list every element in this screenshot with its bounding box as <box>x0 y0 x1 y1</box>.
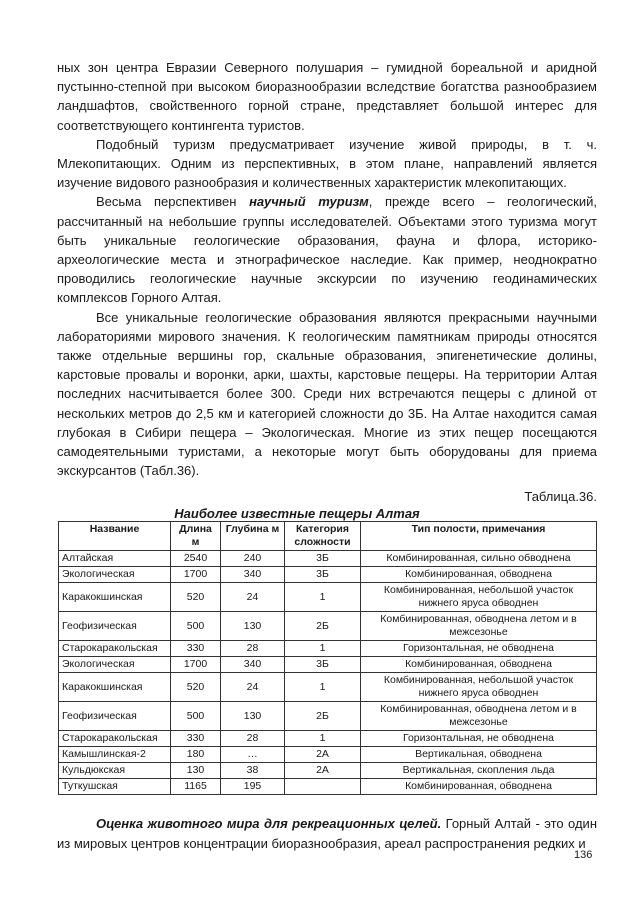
paragraph-4: Все уникальные геологические образования являются прекрасными научными лабораториями мирового значения. К геологическим памятникам природы относятся также отдельные вершины гор, скальные образования, эпигенетические долины, карстовые провалы и воронки, арки, шахты, карстовые пещеры. На территории Алтая последних насчитывается более 300. Среди них встречаются пещеры с длиной от нескольких метров до 2,5 км и категорией сложности до 3Б. На Алтае находится самая глубокая в Сибири пещера – Экологическая. Многие из этих пещер посещаются самодеятельными туристами, а некоторые могут быть оборудованы для приема экскурсантов (Табл.36). <box>57 309 597 479</box>
header-type: Тип полости, примечания <box>361 522 597 551</box>
table-row <box>59 641 597 657</box>
cell-type: Вертикальная, обводнена <box>361 747 597 763</box>
cell-name: Алтайская <box>59 551 171 567</box>
header-depth: Глубина м <box>221 522 285 551</box>
cell-length: 520 <box>171 673 221 702</box>
scientific-tourism-term: научный туризм <box>249 194 369 210</box>
cell-length: 500 <box>171 702 221 731</box>
cell-category: 2А <box>285 763 361 779</box>
cell-type: Комбинированная, небольшой участок нижнего яруса обводнен <box>361 583 597 612</box>
table-row <box>59 779 597 795</box>
cell-type: Горизонтальная, не обводнена <box>361 731 597 747</box>
cell-depth: 24 <box>221 673 285 702</box>
cell-name: Экологическая <box>59 657 171 673</box>
cell-type: Комбинированная, обводнена <box>361 779 597 795</box>
cell-type: Комбинированная, обводнена <box>361 657 597 673</box>
header-length: Длина м <box>171 522 221 551</box>
cell-depth: 240 <box>221 551 285 567</box>
table-row <box>59 612 597 641</box>
table-row <box>59 551 597 567</box>
cell-depth: 38 <box>221 763 285 779</box>
cell-depth: 28 <box>221 731 285 747</box>
cell-depth: 28 <box>221 641 285 657</box>
cell-category: 1 <box>285 673 361 702</box>
header-category: Категория сложности <box>285 522 361 551</box>
cell-category: 1 <box>285 641 361 657</box>
table-body <box>59 551 597 795</box>
table-header-row <box>59 522 597 551</box>
paragraph-1: ных зон центра Евразии Северного полушария – гумидной бореальной и аридной пустынно-степной при высоком биоразнообразии вследствие богатства разнообразием ландшафтов, свойственного горной стране, представляет большой интерес для соответствующего контингента туристов. <box>57 60 597 133</box>
cell-length: 520 <box>171 583 221 612</box>
cell-name: Туткушская <box>59 779 171 795</box>
cell-type: Горизонтальная, не обводнена <box>361 641 597 657</box>
cell-length: 180 <box>171 747 221 763</box>
cell-name: Каракокшинская <box>59 583 171 612</box>
section-paragraph <box>57 814 597 852</box>
cell-name: Геофизическая <box>59 612 171 641</box>
table-row <box>59 702 597 731</box>
cell-depth: 130 <box>221 702 285 731</box>
section-text: Горный Алтай - это один из мировых центров концентрации биоразнообразия, ареал распространения редких и <box>57 816 597 851</box>
paragraph-2: Подобный туризм предусматривает изучение живой природы, в т. ч. Млекопитающих. Одним из перспективных, в этом плане, направлений является изучение видового разнообразия и количественных характеристик млекопитающих. <box>57 136 597 191</box>
cell-category <box>285 779 361 795</box>
table-label: Таблица.36. <box>524 489 597 505</box>
cell-depth: 340 <box>221 657 285 673</box>
document-page <box>57 58 597 853</box>
cell-category: 1 <box>285 583 361 612</box>
cell-type: Комбинированная, обводнена летом и в межсезонье <box>361 612 597 641</box>
paragraph-3 <box>57 192 597 307</box>
table-row <box>59 583 597 612</box>
cell-category: 3Б <box>285 551 361 567</box>
cell-name: Кульдюкская <box>59 763 171 779</box>
cell-length: 130 <box>171 763 221 779</box>
cell-depth: 24 <box>221 583 285 612</box>
cell-name: Геофизическая <box>59 702 171 731</box>
header-name: Название <box>59 522 171 551</box>
cell-type: Комбинированная, обводнена <box>361 567 597 583</box>
cell-name: Каракокшинская <box>59 673 171 702</box>
table-title: Наиболее известные пещеры Алтая <box>174 506 420 522</box>
cell-name: Камышлинская-2 <box>59 747 171 763</box>
cell-name: Старокаракольская <box>59 641 171 657</box>
table-row <box>59 657 597 673</box>
cell-depth: … <box>221 747 285 763</box>
cell-length: 330 <box>171 641 221 657</box>
cell-length: 1700 <box>171 567 221 583</box>
table-row <box>59 747 597 763</box>
cell-length: 2540 <box>171 551 221 567</box>
cell-type: Комбинированная, сильно обводнена <box>361 551 597 567</box>
cell-category: 2А <box>285 747 361 763</box>
cell-category: 3Б <box>285 567 361 583</box>
cell-depth: 340 <box>221 567 285 583</box>
cell-category: 3Б <box>285 657 361 673</box>
table-row <box>59 763 597 779</box>
cell-length: 1165 <box>171 779 221 795</box>
cell-depth: 130 <box>221 612 285 641</box>
table-row <box>59 567 597 583</box>
cell-category: 2Б <box>285 702 361 731</box>
cell-length: 330 <box>171 731 221 747</box>
section-heading: Оценка животного мира для рекреационных целей. <box>96 816 442 832</box>
table-row <box>59 673 597 702</box>
cell-length: 1700 <box>171 657 221 673</box>
cell-type: Вертикальная, скопления льда <box>361 763 597 779</box>
cell-depth: 195 <box>221 779 285 795</box>
caves-table <box>58 521 597 795</box>
cell-length: 500 <box>171 612 221 641</box>
paragraph-3-rest: , прежде всего – геологический, рассчитанный на небольшие группы исследователей. Объектами этого туризма могут быть уникальные геологические образования, фауна и флора, историко-археологические места и этнографическое наследие. Как пример, неоднократно проводились геологические научные экскурсии по изучению геодинамических комплексов Горного Алтая. <box>57 194 597 306</box>
table-row <box>59 731 597 747</box>
cell-category: 2Б <box>285 612 361 641</box>
cell-name: Экологическая <box>59 567 171 583</box>
paragraph-3-start: Весьма перспективен <box>96 194 250 210</box>
cell-category: 1 <box>285 731 361 747</box>
cell-type: Комбинированная, обводнена летом и в межсезонье <box>361 702 597 731</box>
cell-type: Комбинированная, небольшой участок нижнего яруса обводнен <box>361 673 597 702</box>
cell-name: Старокаракольская <box>59 731 171 747</box>
page-number: 136 <box>574 849 593 861</box>
